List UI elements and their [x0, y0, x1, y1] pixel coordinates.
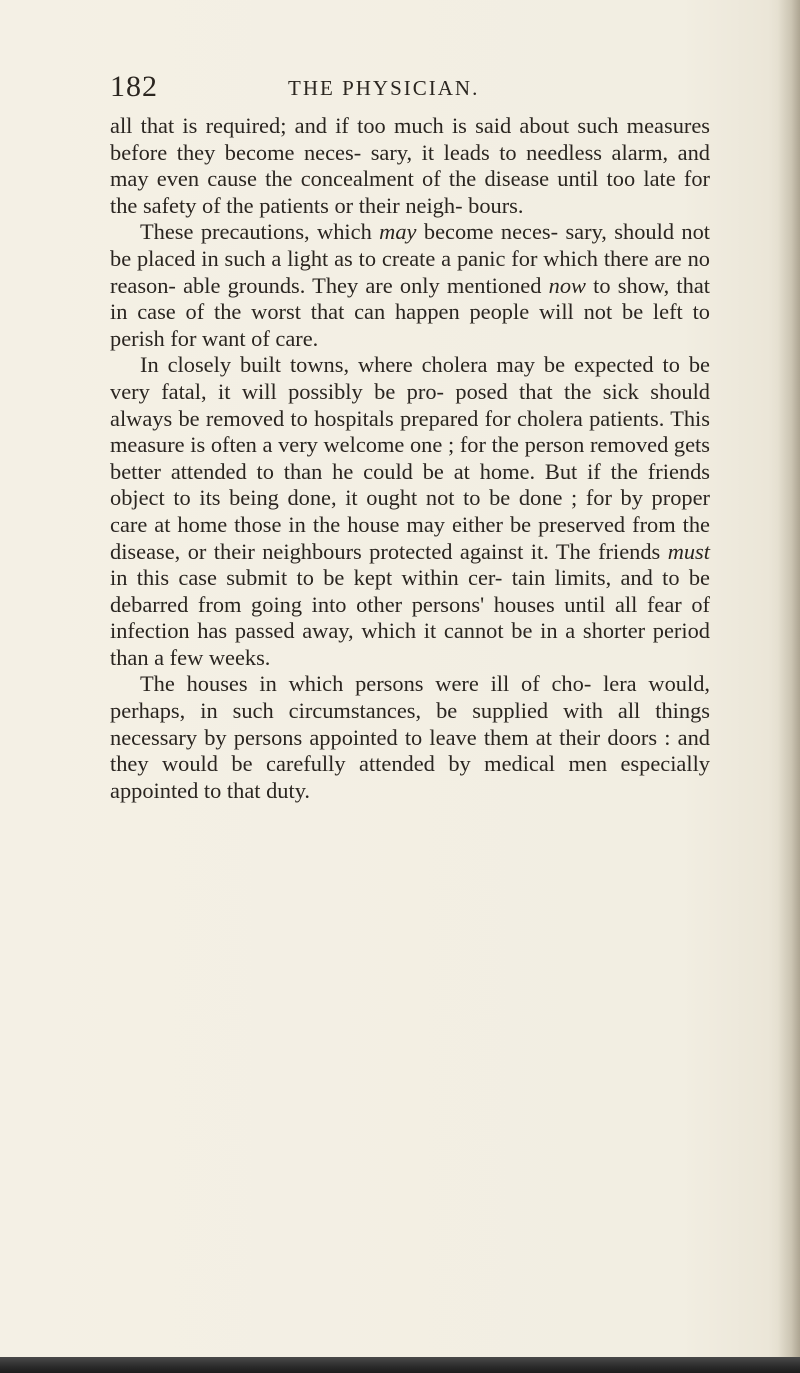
- text-run: to show, that in case of the worst that can happen people will not be left to perish for want of care.: [110, 272, 710, 351]
- scan-bottom-edge: [0, 1357, 800, 1373]
- paragraph-2: [110, 219, 710, 352]
- page-header: [0, 70, 800, 110]
- paragraph-3: [110, 352, 710, 671]
- paragraph-1: all that is required; and if too much is said about such measures before they become neces- sary, it leads to needless alarm, and may even cause the concealment of the disease until too late for the safety of the patients or their neigh- bours.: [110, 113, 710, 218]
- text-run: in this case submit to be kept within cer- tain limits, and to be debarred from going into other persons' houses until all fear of infection has passed away, which it cannot be in a shorter period than a few weeks.: [110, 565, 710, 670]
- text-run: become neces- sary, should not be placed in such a light as to create a panic for which there are no reason- able grounds. They are only mentioned: [110, 219, 711, 298]
- paragraph-4: The houses in which persons were ill of cho- lera would, perhaps, in such circumstances, be supplied with all things necessary by persons appointed to leave them at their doors : and they would be carefully attended by medical men especially appointed to that duty.: [110, 671, 710, 803]
- body-text: [110, 113, 710, 804]
- italic-run: now: [548, 272, 586, 298]
- page-edge-shadow: [778, 0, 800, 1373]
- text-run: In closely built towns, where cholera may be expected to be very fatal, it will possibly be pro- posed that the sick should always be removed to hospitals prepared for cholera patients. This measure is often a very welcome one ; for the person removed gets better attended to than he could be at home. But if the friends object to its being done, it ought not to be done ; for by proper care at home those in the house may either be preserved from the disease, or their neighbours protected against it. The friends: [110, 352, 710, 564]
- italic-run: must: [667, 538, 710, 564]
- text-run: These precautions, which: [140, 219, 380, 245]
- running-head: THE PHYSICIAN.: [288, 76, 480, 100]
- italic-run: may: [379, 219, 417, 245]
- page-number: 182: [110, 70, 158, 103]
